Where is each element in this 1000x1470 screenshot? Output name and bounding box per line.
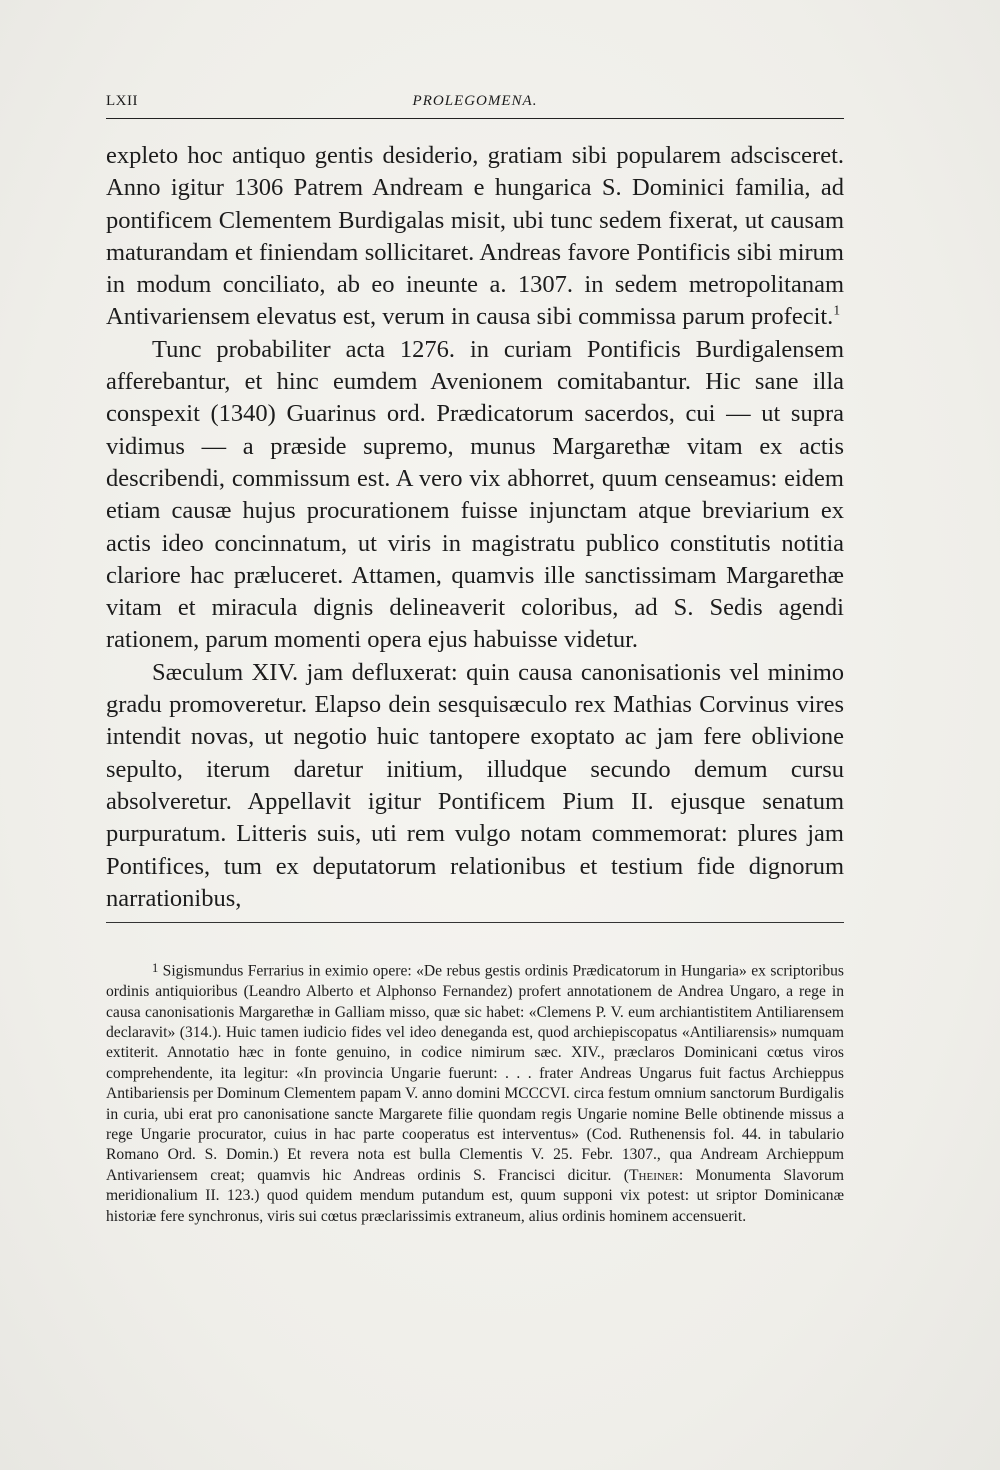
- main-text: [106, 140, 844, 915]
- footnote: [106, 958, 844, 1227]
- footnote-marker: 1: [152, 961, 159, 975]
- paragraph: [106, 334, 844, 657]
- running-title: PROLEGOMENA.: [412, 93, 538, 109]
- footnote-text-continued: : Monumenta Slavorum meridionalium II. 123.) quod quidem mendum putandum est, quum supponi vix potest: ut sriptor Dominicanæ historiæ fere synchronus, viris sui cœtus præclarissimis extraneum, alius ordinis hominem accensuerit.: [106, 1166, 844, 1225]
- footnote-reference[interactable]: 1: [833, 303, 841, 319]
- paragraph-text: Sæculum XIV. jam defluxerat: quin causa canonisationis vel minimo gradu promoveretur. Elapso dein sesquisæculo rex Mathias Corvinus vires intendit novas, ut negotio huic tantopere exoptato ac jam fere oblivione sepulto, iterum daretur initium, illudque secundo demum cursu absolveretur. Appellavit igitur Pontificem Pium II. ejusque senatum purpuratum. Litteris suis, uti rem vulgo notam commemorat: plures jam Pontifices, tum ex deputatorum relationibus et testium fide dignorum narrationibus,: [106, 658, 844, 912]
- page-header: [106, 93, 844, 117]
- paragraph: [106, 140, 844, 334]
- paragraph: [106, 657, 844, 915]
- paragraph-text: expleto hoc antiquo gentis desiderio, gratiam sibi popularem adscisceret. Anno igitur 1306 Patrem Andream e hungarica S. Dominici familia, ad pontificem Clementem Burdigalas misit, ubi tunc sedem fixerat, ut causam maturandam et finiendam sollicitaret. Andreas favore Pontificis sibi mirum in modum conciliato, ab eo ineunte a. 1307. in sedem metropolitanam Antivariensem elevatus est, verum in causa sibi commissa parum profecit.: [106, 142, 844, 331]
- paragraph-text: Tunc probabiliter acta 1276. in curiam Pontificis Burdigalensem afferebantur, et hinc eumdem Avenionem comitabantur. Hic sane illa conspexit (1340) Guarinus ord. Prædicatorum sacerdos, cui — ut supra vidimus — a præside supremo, munus Margarethæ vitam ex actis describendi, commissum est. A vero vix abhorret, quum censeamus: eidem etiam causæ hujus procurationem fuisse injunctam atque breviarium ex actis ideo concinnatum, ut viris in magistratu publico constitutis notitia clariore hac præluceret. Attamen, quamvis ille sanctissimam Margarethæ vitam et miracula dignis delineaverit coloribus, ad S. Sedis agendi rationem, parum momenti opera ejus habuisse videtur.: [106, 335, 844, 654]
- footnote-rule: [106, 922, 844, 923]
- cited-author: Theiner: [629, 1166, 679, 1184]
- page-number: LXII: [106, 93, 138, 109]
- footnotes: [106, 958, 844, 1227]
- footnote-text: Sigismundus Ferrarius in eximio opere: «De rebus gestis ordinis Prædicatorum in Hungaria» ex scriptoribus ordinis antiquioribus (Leandro Alberto et Alphonso Fernandez) profert annotationem de Andrea Ungaro, a rege in causa canonisationis Margarethæ in Galliam misso, quæ sic habet: «Clemens P. V. eum archiantistitem Antiliarensem declaravit» (314.). Huic tamen iudicio fides vel ideo deneganda est, quod archiepiscopatus «Antiliarensis» numquam extiterit. Annotatio hæc in fonte genuino, in codice nimirum sæc. XIV., præclaros Dominicani cœtus viros comprehendente, ita legitur: «In provincia Ungarie fuerunt: . . . frater Andreas Ungarus fuit factus Archieppus Antibariensis per Dominum Clementem papam V. anno domini MCCCVI. circa festum omnium sanctorum Burdigalis in curia, ubi erat pro canonisatione sancte Margarete filie quondam regis Ungarie nomine Belle obtinende missus a rege Ungarie procurator, cuius in hac parte cooperatus est interventus» (Cod. Ruthenensis fol. 44. in tabulario Romano Ord. S. Domin.) Et revera nota est bulla Clementis V. 25. Febr. 1307., qua Andream Archieppum Antivariensem creat; quamvis hic Andreas ordinis S. Francisci dicitur. (: [106, 962, 844, 1184]
- header-rule: [106, 118, 844, 119]
